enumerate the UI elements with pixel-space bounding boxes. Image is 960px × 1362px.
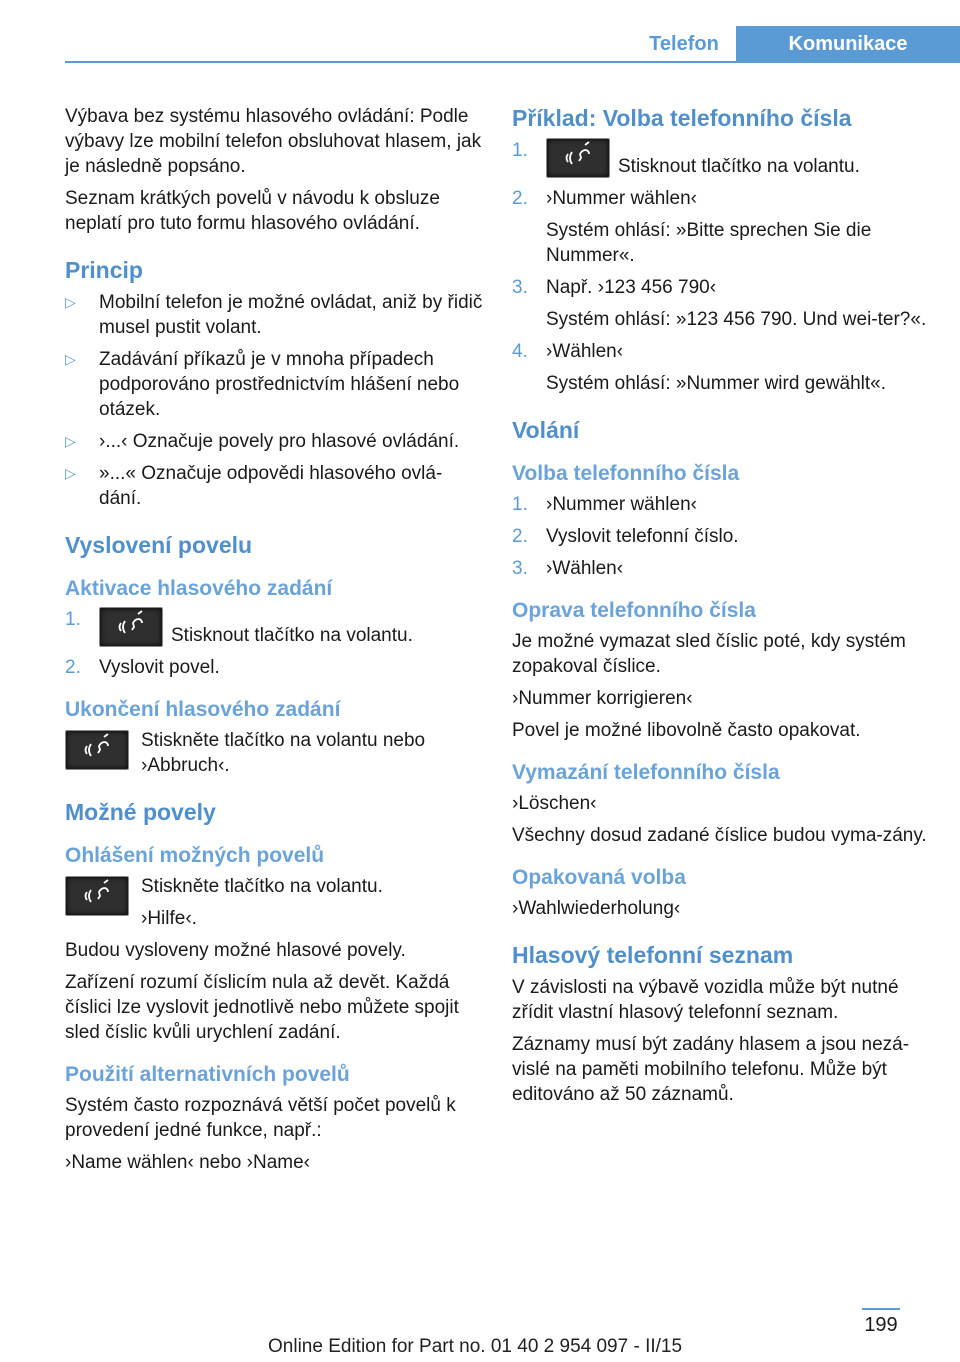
- principle-list: [65, 290, 483, 511]
- triangle-bullet-icon: ▷: [65, 351, 76, 367]
- heading-ohlaseni: Ohlášení možných povelů: [65, 844, 325, 867]
- heading-priklad: Příklad: Volba telefonního čísla: [512, 105, 852, 131]
- edition-footer: Online Edition for Part no. 01 40 2 954 097 - II/15: [268, 1336, 683, 1357]
- list-item: ▷ »...« Označuje odpovědi hlasového ovlá-dání.: [65, 463, 443, 509]
- heading-princip: Princip: [65, 257, 143, 283]
- intro-paragraph: Výbava bez systému hlasového ovládání: Podle výbavy lze mobilní telefon obsluhovat hlasem, jak je následně popsáno.: [65, 106, 482, 177]
- list-item: ▷ ›...‹ Označuje povely pro hlasové ovládání.: [65, 431, 460, 452]
- list-item: 3. ›Wählen‹: [512, 558, 624, 579]
- paragraph: Všechny dosud zadané číslice budou vyma-zány.: [512, 825, 927, 846]
- list-item: ▷ Zadávání příkazů je v mnoha případech podporováno prostřednictvím hlášení nebo otázek.: [65, 349, 460, 420]
- paragraph: ›Nummer korrigieren‹: [512, 688, 693, 709]
- heading-vysloveni-povelu: Vyslovení povelu: [65, 532, 253, 558]
- heading-opakovana: Opakovaná volba: [512, 866, 686, 889]
- triangle-bullet-icon: ▷: [65, 294, 76, 310]
- triangle-bullet-icon: ▷: [65, 465, 76, 481]
- triangle-bullet-icon: ▷: [65, 433, 76, 449]
- paragraph: Záznamy musí být zadány hlasem a jsou nezá-vislé na paměti mobilního telefonu. Může být editováno až 50 záznamů.: [512, 1034, 910, 1105]
- heading-aktivace: Aktivace hlasového zadání: [65, 577, 333, 600]
- activation-steps: [65, 607, 483, 680]
- paragraph: Je možné vymazat sled číslic poté, kdy systém zopakoval číslice.: [512, 631, 906, 677]
- paragraph: Povel je možné libovolně často opakovat.: [512, 720, 861, 741]
- dial-steps: [512, 492, 930, 581]
- list-item: 2. ›Nummer wählen‹ Systém ohlásí: »Bitte sprechen Sie die Nummer«.: [512, 188, 872, 266]
- left-column: [65, 104, 483, 1182]
- end-instruction: Stiskněte tlačítko na volantu nebo ›Abbruch‹.: [65, 728, 483, 778]
- section-tab-komunikace: Komunikace: [736, 26, 960, 62]
- header-rule: [65, 61, 960, 63]
- list-item: ▷ Mobilní telefon je možné ovládat, aniž by řidič musel pustit volant.: [65, 292, 483, 338]
- paragraph: ›Name wählen‹ nebo ›Name‹: [65, 1152, 310, 1173]
- heading-seznam: Hlasový telefonní seznam: [512, 942, 794, 968]
- voice-command-button-icon: [546, 138, 610, 178]
- heading-volani: Volání: [512, 417, 580, 443]
- list-item: 4. ›Wählen‹ Systém ohlásí: »Nummer wird gewählt«.: [512, 341, 887, 394]
- heading-ukonceni: Ukončení hlasového zadání: [65, 698, 341, 721]
- list-item: 2. Vyslovit telefonní číslo.: [512, 526, 739, 547]
- paragraph: Zařízení rozumí číslicím nula až devět. Každá číslici lze vyslovit jednotlivě nebo můžete spojit sled číslic kvůli urychlení zadání.: [65, 972, 459, 1043]
- list-item: 2. Vyslovit povel.: [65, 657, 220, 678]
- section-tab-telefon: Telefon: [649, 33, 719, 55]
- list-item: 1. Stisknout tlačítko na volantu.: [512, 140, 860, 177]
- voice-command-button-icon: [99, 607, 163, 647]
- announce-instruction: Stiskněte tlačítko na volantu. ›Hilfe‹.: [65, 874, 483, 931]
- paragraph: ›Wahlwiederholung‹: [512, 898, 681, 919]
- paragraph: ›Löschen‹: [512, 793, 597, 814]
- heading-alternativni: Použití alternativních povelů: [65, 1063, 350, 1086]
- list-item: 1. Stisknout tlačítko na volantu.: [65, 609, 413, 646]
- right-column: [512, 104, 930, 1114]
- paragraph: Budou vysloveny možné hlasové povely.: [65, 940, 406, 961]
- heading-mozne-povely: Možné povely: [65, 799, 216, 825]
- voice-command-button-icon: [65, 876, 129, 916]
- heading-vymazani: Vymazání telefonního čísla: [512, 761, 780, 784]
- heading-oprava: Oprava telefonního čísla: [512, 599, 756, 622]
- example-steps: [512, 138, 930, 396]
- heading-volba: Volba telefonního čísla: [512, 462, 740, 485]
- list-item: 1. ›Nummer wählen‹: [512, 494, 697, 515]
- page-number: 199: [864, 1314, 898, 1336]
- list-item: 3. Např. ›123 456 790‹ Systém ohlásí: »123 456 790. Und wei-ter?«.: [512, 277, 927, 330]
- intro-paragraph: Seznam krátkých povelů v návodu k obsluze neplatí pro tuto formu hlasového ovládání.: [65, 188, 440, 234]
- paragraph: V závislosti na výbavě vozidla může být nutné zřídit vlastní hlasový telefonní seznam.: [512, 977, 899, 1023]
- voice-command-button-icon: [65, 730, 129, 770]
- footer-rule: [862, 1308, 900, 1310]
- paragraph: Systém často rozpoznává větší počet povelů k provedení jedné funkce, např.:: [65, 1095, 456, 1141]
- page-header: [0, 0, 960, 62]
